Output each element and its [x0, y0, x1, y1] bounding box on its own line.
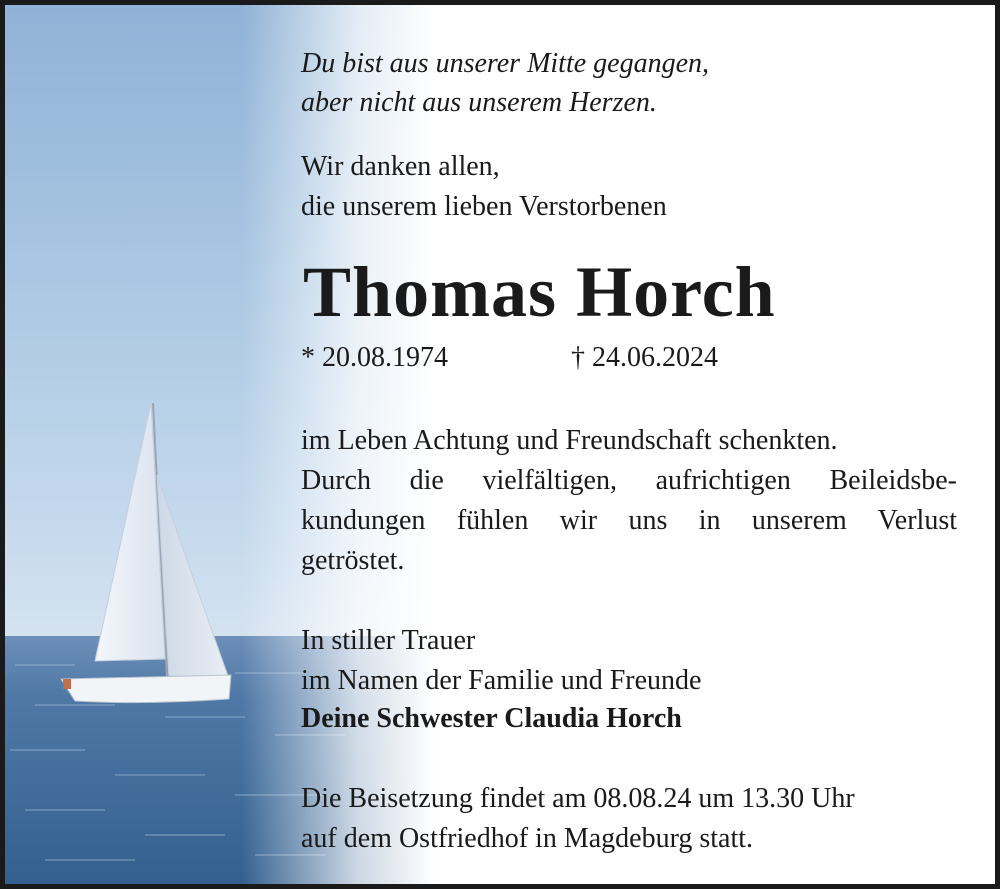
deceased-name: Thomas Horch: [303, 252, 776, 332]
quote-line-2: aber nicht aus unserem Herzen.: [301, 87, 657, 118]
signature-line-1: In stiller Trauer: [301, 625, 476, 656]
body-line-1: im Leben Achtung und Freundschaft schenkten.: [301, 425, 838, 456]
thanks-line-2: die unserem lieben Verstorbenen: [301, 191, 667, 222]
body-line-3: kundungen fühlen wir uns in unserem Verlust: [301, 505, 957, 536]
funeral-line-1: Die Beisetzung findet am 08.08.24 um 13.30 Uhr: [301, 783, 855, 814]
funeral-line-2: auf dem Ostfriedhof in Magdeburg statt.: [301, 823, 754, 854]
birth-date: * 20.08.1974: [301, 342, 448, 373]
thanks-line-1: Wir danken allen,: [301, 151, 500, 182]
body-line-4: getröstet.: [301, 545, 405, 576]
quote-line-1: Du bist aus unserer Mitte gegangen,: [301, 48, 710, 79]
signature-line-2: im Namen der Familie und Freunde: [301, 665, 702, 696]
signature-name: Deine Schwester Claudia Horch: [301, 703, 682, 734]
body-line-2: Durch die vielfältigen, aufrichtigen Beileidsbe-: [301, 465, 957, 496]
death-date: † 24.06.2024: [571, 342, 718, 373]
